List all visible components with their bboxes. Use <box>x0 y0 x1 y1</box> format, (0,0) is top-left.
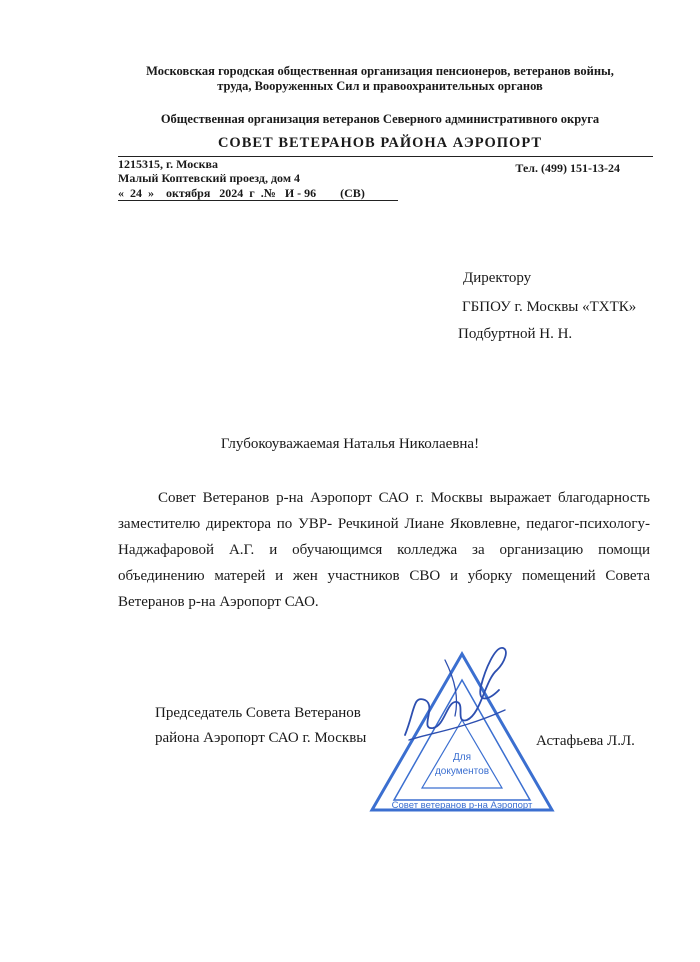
document-reference: « 24 » октября 2024 г .№ И - 96 (СВ) <box>118 186 365 200</box>
stamp-center-line-1: Для <box>452 752 472 763</box>
address-line-2: Малый Коптевский проезд, дом 4 <box>118 171 300 185</box>
district-organization: Общественная организация ветеранов Северного административного округа <box>160 112 600 126</box>
letter-body: Совет Ветеранов р-на Аэропорт САО г. Москвы выражает благодарность заместителю директора по УВР- Речкиной Лиане Яковлевне, педагог-психологу- Наджафаровой А.Г. и обучающимся колледжа за организацию помощи объединению матерей и жен участников СВО и уборку помещений Совета Ветеранов р-на Аэропорт САО. <box>118 490 650 610</box>
org-line-2: труда, Вооруженных Сил и правоохранительных органов <box>217 79 543 93</box>
letterhead-organization <box>100 64 660 94</box>
signatory-name: Астафьева Л.Л. <box>536 733 635 749</box>
address-line-1: 1215315, г. Москва <box>118 157 218 171</box>
handwritten-signature <box>385 640 525 760</box>
stamp-bottom-text: Совет ветеранов р-на Аэропорт <box>391 800 533 811</box>
recipient-organization: ГБПОУ г. Москвы «ТХТК» <box>462 299 637 315</box>
council-name: СОВЕТ ВЕТЕРАНОВ РАЙОНА АЭРОПОРТ <box>217 135 543 151</box>
signatory-title-line-2: района Аэропорт САО г. Москвы <box>155 730 367 746</box>
salutation: Глубокоуважаемая Наталья Николаевна! <box>220 436 480 452</box>
recipient-name: Подбуртной Н. Н. <box>458 326 573 342</box>
recipient-position: Директору <box>463 270 532 286</box>
stamp-center-line-2: документов <box>434 766 490 777</box>
phone-number: Тел. (499) 151-13-24 <box>515 161 620 175</box>
org-line-1: Московская городская общественная организация пенсионеров, ветеранов войны, <box>146 64 614 78</box>
signatory-title-line-1: Председатель Совета Ветеранов <box>155 705 361 721</box>
document-reference-rule <box>118 200 398 201</box>
